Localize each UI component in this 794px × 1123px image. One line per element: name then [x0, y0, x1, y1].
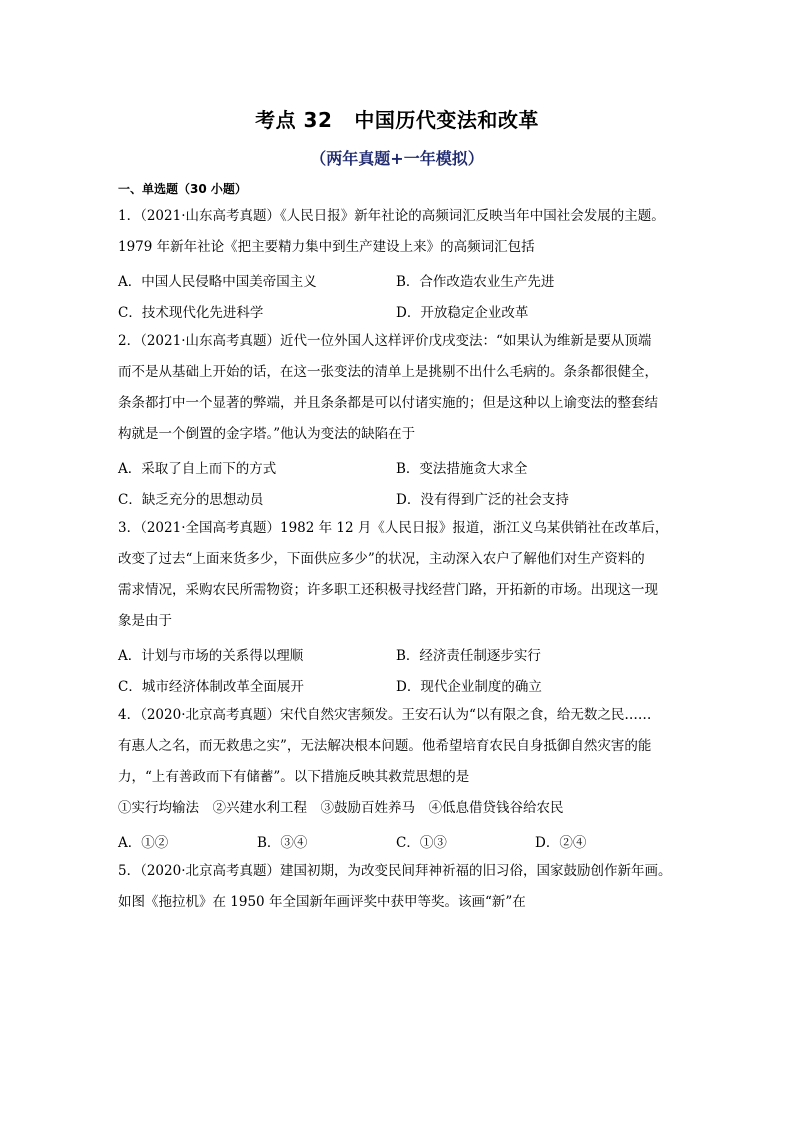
page-subtitle: （两年真题+一年模拟） — [310, 149, 484, 168]
question-line: 1979 年新年社论《把主要精力集中到生产建设上来》的高频词汇包括 — [118, 239, 535, 255]
question-5 — [118, 856, 688, 918]
question-3 — [118, 513, 688, 637]
option-d[interactable]: D．②④ — [535, 835, 587, 851]
question-line: 4．（2020·北京高考真题）宋代自然灾害频发。王安石认为“以有限之食，给无数之民…… — [118, 707, 652, 723]
section-heading: 一、单选题（30 小题） — [118, 182, 247, 196]
page-title — [0, 104, 794, 133]
option-d[interactable]: D．开放稳定企业改革 — [396, 305, 529, 321]
option-a[interactable]: A．采取了自上而下的方式 — [118, 461, 277, 477]
option-b[interactable]: B．变法措施贪大求全 — [396, 461, 528, 477]
question-1 — [118, 201, 688, 263]
question-statements: ①实行均输法 ②兴建水利工程 ③鼓励百姓养马 ④低息借贷钱谷给农民 — [118, 800, 564, 816]
question-line: 有惠人之名，而无救患之实”，无法解决根本问题。他希望培育农民自身抵御自然灾害的能 — [118, 738, 652, 754]
title-topic-name: 中国历代变法和改革 — [354, 108, 539, 132]
question-4 — [118, 700, 688, 824]
question-line: 改变了过去“上面来货多少，下面供应多少”的状况，主动深入农户了解他们对生产资料的 — [118, 551, 645, 567]
option-b[interactable]: B．③④ — [257, 835, 308, 851]
option-c[interactable]: C．缺乏充分的思想动员 — [118, 492, 264, 508]
option-d[interactable]: D．现代企业制度的确立 — [396, 679, 542, 695]
option-d[interactable]: D．没有得到广泛的社会支持 — [396, 492, 569, 508]
question-line: 构就是一个倒置的金字塔。”他认为变法的缺陷在于 — [118, 426, 416, 442]
question-line: 而不是从基础上开始的话，在这一张变法的清单上是挑剔不出什么毛病的。条条都很健全， — [118, 364, 658, 380]
question-line: 1．（2021·山东高考真题）《人民日报》新年社论的高频词汇反映当年中国社会发展的主题。 — [118, 208, 665, 224]
option-a[interactable]: A．计划与市场的关系得以理顺 — [118, 648, 304, 664]
option-a[interactable]: A．中国人民侵略中国美帝国主义 — [118, 274, 317, 290]
option-b[interactable]: B．合作改造农业生产先进 — [396, 274, 555, 290]
question-line: 5．（2020·北京高考真题）建国初期，为改变民间拜神祈福的旧习俗，国家鼓励创作新年画。 — [118, 863, 672, 879]
question-line: 3．（2021·全国高考真题）1982 年 12 月《人民日报》报道，浙江义乌某供销社在改革后， — [118, 520, 669, 536]
option-a[interactable]: A．①② — [118, 835, 169, 851]
question-2 — [118, 326, 688, 450]
title-topic-number: 考点 32 — [255, 108, 333, 132]
option-c[interactable]: C．①③ — [396, 835, 447, 851]
question-line: 象是由于 — [118, 613, 172, 629]
question-line: 2．（2021·山东高考真题）近代一位外国人这样评价戊戌变法：“如果认为维新是要从顶端 — [118, 333, 652, 349]
option-c[interactable]: C．技术现代化先进科学 — [118, 305, 264, 321]
question-line: 条条都打中一个显著的弊端，并且条条都是可以付诸实施的；但是这种以上谕变法的整套结 — [118, 395, 658, 411]
question-line: 力，“上有善政而下有储蓄”。以下措施反映其救荒思想的是 — [118, 769, 470, 785]
question-line: 如图《拖拉机》在 1950 年全国新年画评奖中获甲等奖。该画“新”在 — [118, 894, 526, 910]
option-b[interactable]: B．经济责任制逐步实行 — [396, 648, 541, 664]
option-c[interactable]: C．城市经济体制改革全面展开 — [118, 679, 304, 695]
question-line: 需求情况，采购农民所需物资；许多职工还积极寻找经营门路，开拓新的市场。出现这一现 — [118, 582, 658, 598]
